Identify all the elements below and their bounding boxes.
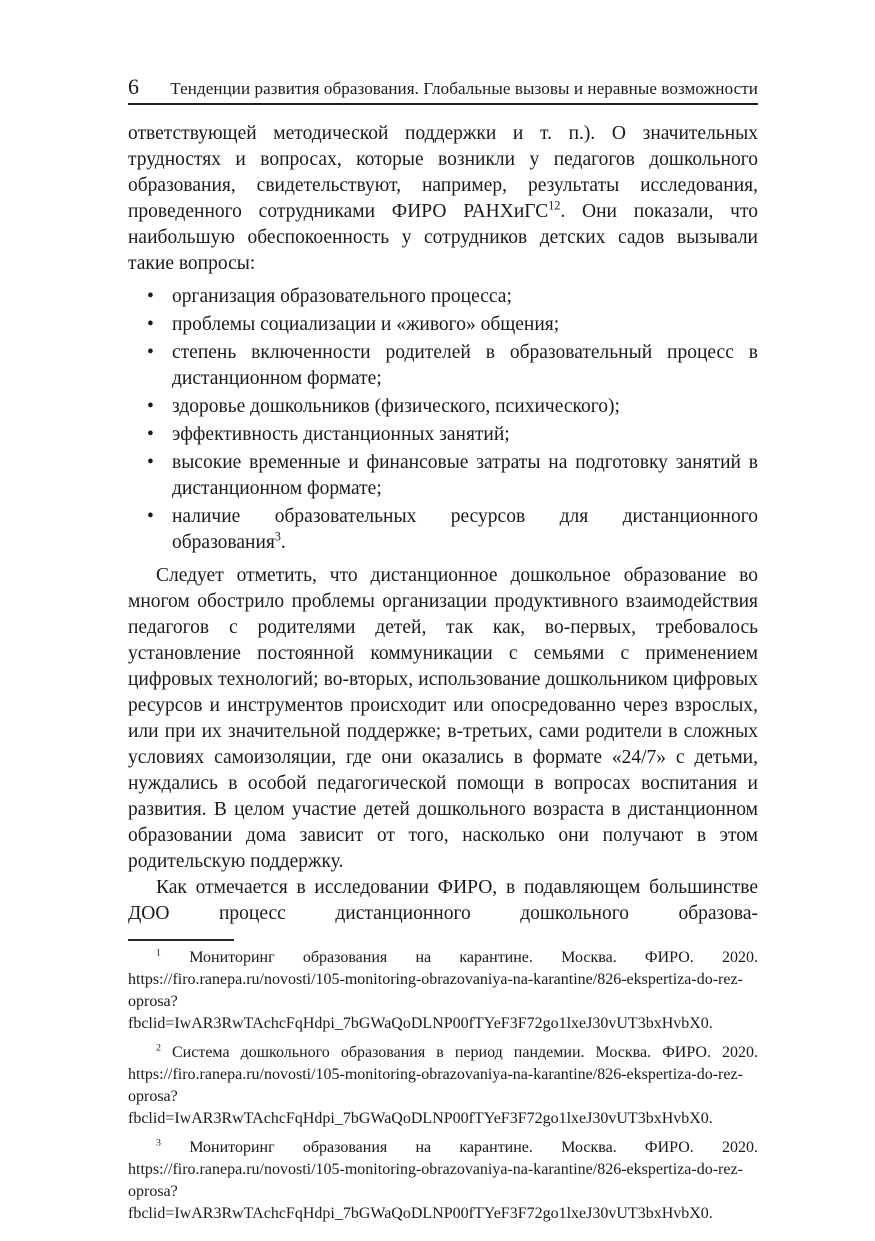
bullet-icon: •	[147, 342, 154, 363]
list-item-text: организация образовательного процесса;	[172, 286, 512, 307]
list-item	[128, 504, 758, 556]
footnotes-section	[128, 939, 758, 1225]
bullet-icon: •	[147, 424, 154, 445]
paragraph-incomplete: Как отмечается в исследовании ФИРО, в подавляющем большинстве ДОО процесс дистанционного дошкольного образова-	[128, 877, 758, 924]
paragraph: Следует отметить, что дистанционное дошкольное образование во многом обострило проблемы организации продуктивного взаимодействия педагогов с родителями детей, так как, во-первых, требовалось установление постоянной коммуникации с семьями с применением цифровых технологий; во-вторых, использование дошкольником цифровых ресурсов и инструментов происходит или опосредованно через взрослых, или при их значительной поддержке; в-третьих, сами родители в сложных условиях самоизоляции, где они оказались в формате «24/7» с детьми, нуждались в особой педагогической помощи в вопросах воспитания и развития. В целом участие детей дошкольного возраста в дистанционном образовании дома зависит от того, насколько они получают в этом родительскую поддержку.	[128, 565, 758, 872]
bullet-icon: •	[147, 396, 154, 417]
page-content	[128, 76, 758, 1225]
page-number: 6	[128, 74, 139, 99]
footnote	[128, 1042, 758, 1130]
list-item-text: степень включенности родителей в образовательный процесс в дистанционном формате;	[172, 342, 758, 389]
footnote-separator	[128, 939, 234, 941]
bullet-icon: •	[147, 452, 154, 473]
page-body	[128, 121, 758, 927]
list-item	[128, 394, 758, 420]
list-item	[128, 450, 758, 502]
footnote-number: 3	[156, 1137, 161, 1149]
list-item-text: эффективность дистанционных занятий;	[172, 424, 510, 445]
running-title: Тенденции развития образования. Глобальные вызовы и неравные возможности	[170, 79, 758, 98]
bullet-icon: •	[147, 286, 154, 307]
list-item-text: высокие временные и финансовые затраты на подготовку занятий в дистанционном формате;	[172, 452, 758, 499]
list-item	[128, 284, 758, 310]
footnote-text: Система дошкольного образования в период пандемии. Москва. ФИРО. 2020. https://firo.ranepa.ru/novosti/105-monitoring-obrazovaniya-na-karantine/826-ekspertiza-do-rez-oprosa?fbclid=IwAR3RwTAchcFqHdpi_7bGWaQoDLNP00fTYeF3F72go1lxeJ30vUT3bxHvbX0.	[128, 1044, 759, 1127]
list-item-text: наличие образовательных ресурсов для дистанционного образования$^3$.	[172, 506, 758, 553]
paragraph-continuation: ответствующей методической поддержки и т. п.). О значительных трудностях и вопросах, которые возникли у педагогов дошкольного образования, свидетельствуют, например, результаты исследования, проведенного сотрудниками ФИРО РАНХиГС$^{12}$. Они показали, что наибольшую обеспокоенность у сотрудников детских садов вызывали такие вопросы:	[128, 123, 758, 274]
footnote-text: Мониторинг образования на карантине. Москва. ФИРО. 2020. https://firo.ranepa.ru/novosti/105-monitoring-obrazovaniya-na-karantine/826-ekspertiza-do-rez-oprosa?fbclid=IwAR3RwTAchcFqHdpi_7bGWaQoDLNP00fTYeF3F72go1lxeJ30vUT3bxHvbX0.	[128, 949, 759, 1032]
list-item	[128, 312, 758, 338]
running-header	[128, 76, 758, 105]
footnote-text: Мониторинг образования на карантине. Москва. ФИРО. 2020. https://firo.ranepa.ru/novosti/105-monitoring-obrazovaniya-na-karantine/826-ekspertiza-do-rez-oprosa?fbclid=IwAR3RwTAchcFqHdpi_7bGWaQoDLNP00fTYeF3F72go1lxeJ30vUT3bxHvbX0.	[128, 1139, 759, 1222]
list-item	[128, 340, 758, 392]
footnote	[128, 947, 758, 1035]
footnote-number: 1	[156, 947, 161, 959]
bullet-list	[128, 284, 758, 556]
footnote-number: 2	[156, 1042, 161, 1054]
bullet-icon: •	[147, 506, 154, 527]
footnote	[128, 1137, 758, 1225]
list-item	[128, 422, 758, 448]
bullet-icon: •	[147, 314, 154, 335]
list-item-text: проблемы социализации и «живого» общения;	[172, 314, 560, 335]
list-item-text: здоровье дошкольников (физического, психического);	[172, 396, 620, 417]
